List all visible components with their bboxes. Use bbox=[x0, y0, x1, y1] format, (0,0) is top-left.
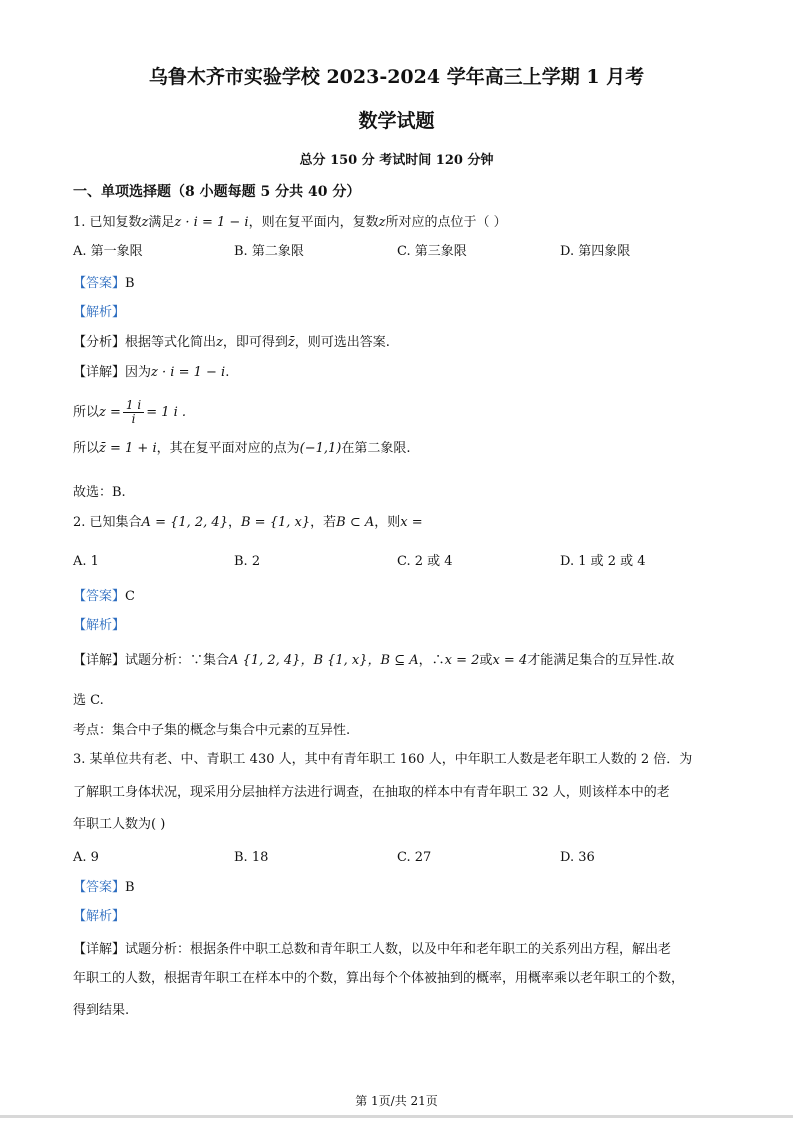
page-number: 第 1页/共 21页 bbox=[355, 1094, 438, 1108]
q1-so2-line: 所以z̄ = 1 + i，其在复平面对应的点为(−1,1)在第二象限. bbox=[73, 441, 411, 456]
q3-stem-line3: 年职工人数为( ) bbox=[73, 817, 166, 832]
q3-stem-line2: 了解职工身体状况，现采用分层抽样方法进行调查，在抽取的样本中有青年职工 32 人，则该样本中的老 bbox=[73, 785, 670, 800]
q1-detail: 【详解】因为z · i = 1 − i. bbox=[73, 365, 230, 380]
q2-analysis-tag: 【解析】 bbox=[73, 618, 126, 633]
q2-stem: 2. 已知集合A = {1, 2, 4}，B = {1, x}，若B ⊂ A，则x = bbox=[73, 515, 423, 530]
section-heading: 一、单项选择题（8 小题每题 5 分共 40 分） bbox=[73, 184, 361, 200]
q3-option-c: C. 27 bbox=[397, 850, 432, 865]
q3-detail-line2: 年职工的人数，根据青年职工在样本中的个数，算出每个个体被抽到的概率，用概率乘以老年职工的个数， bbox=[73, 971, 685, 986]
footer-divider bbox=[0, 1115, 793, 1118]
q3-answer: 【答案】B bbox=[73, 880, 135, 895]
q2-option-b: B. 2 bbox=[234, 554, 261, 569]
q1-conclusion: 故选：B. bbox=[73, 485, 126, 500]
q1-option-b: B. 第二象限 bbox=[234, 244, 304, 259]
q1-fraction: $\frac{1 i}{i}$ bbox=[123, 399, 144, 426]
q3-option-b: B. 18 bbox=[234, 850, 269, 865]
q2-detail-cont: 选 C. bbox=[73, 693, 104, 708]
exam-meta: 总分 150 分 考试时间 120 分钟 bbox=[299, 153, 494, 168]
q1-option-d: D. 第四象限 bbox=[560, 244, 631, 259]
q1-option-a: A. 第一象限 bbox=[73, 244, 143, 259]
exam-title: 乌鲁木齐市实验学校 2023-2024 学年高三上学期 1 月考 bbox=[148, 66, 645, 88]
q1-so-line: 所以z = $\frac{1 i}{i}$ = 1 i . bbox=[73, 398, 187, 426]
q2-detail: 【详解】试题分析：∵集合A {1, 2, 4}，B {1, x}，B ⊆ A，∴x = 2或x = 4才能满足集合的互异性.故 bbox=[73, 653, 675, 668]
q3-detail-line3: 得到结果. bbox=[73, 1003, 130, 1018]
q2-option-a: A. 1 bbox=[73, 554, 99, 569]
q1-analysis-tag: 【解析】 bbox=[73, 305, 126, 320]
exam-subject: 数学试题 bbox=[358, 110, 435, 132]
q2-answer: 【答案】C bbox=[73, 589, 135, 604]
q1-option-c: C. 第三象限 bbox=[397, 244, 467, 259]
q2-option-d: D. 1 或 2 或 4 bbox=[560, 554, 646, 569]
q3-stem-line1: 3. 某单位共有老、中、青职工 430 人，其中有青年职工 160 人，中年职工人数是老年职工人数的 2 倍．为 bbox=[73, 752, 693, 767]
q3-detail-line1: 【详解】试题分析：根据条件中职工总数和青年职工人数，以及中年和老年职工的关系列出方程，解出老 bbox=[73, 942, 672, 957]
q1-fenxi: 【分析】根据等式化简出z，即可得到z̄，则可选出答案. bbox=[73, 335, 390, 350]
q2-kaodian: 考点：集合中子集的概念与集合中元素的互异性. bbox=[73, 723, 351, 738]
q3-option-d: D. 36 bbox=[560, 850, 595, 865]
q1-answer: 【答案】B bbox=[73, 276, 135, 291]
q3-option-a: A. 9 bbox=[73, 850, 99, 865]
q3-analysis-tag: 【解析】 bbox=[73, 909, 126, 924]
q2-option-c: C. 2 或 4 bbox=[397, 554, 453, 569]
q1-stem: 1. 已知复数z满足z · i = 1 − i，则在复平面内，复数z所对应的点位于（ ） bbox=[73, 215, 507, 230]
